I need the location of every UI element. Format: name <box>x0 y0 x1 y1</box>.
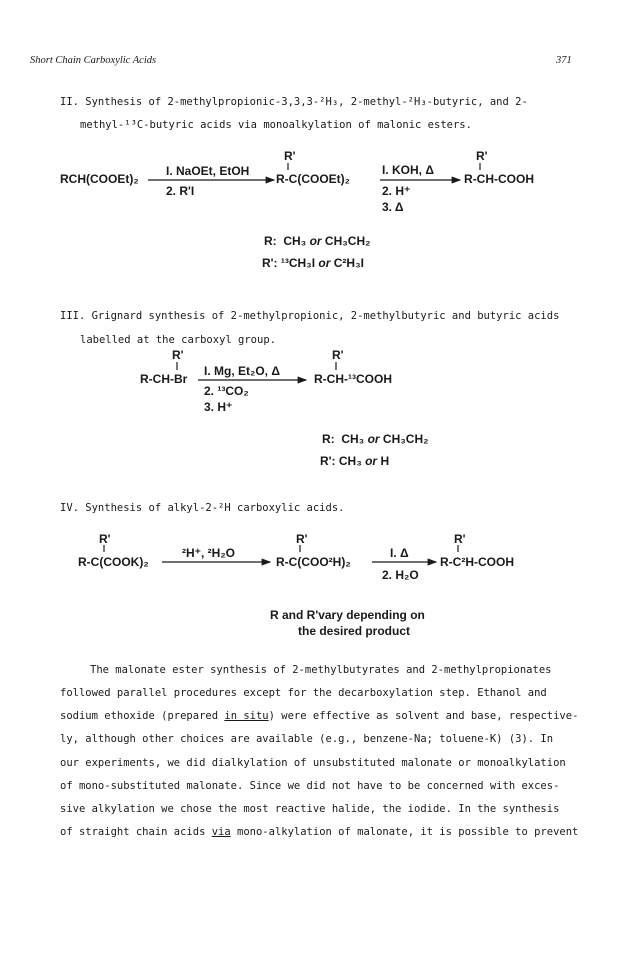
ii-reactant: RCH(COOEt)₂ <box>60 172 139 186</box>
body-line-8: of straight chain acids via mono-alkylation of malonate, it is possible to prevent <box>60 826 579 838</box>
ii-step2-top: I. KOH, Δ <box>382 163 434 177</box>
iii-def-r: R: CH₃ or CH₃CH₂ <box>322 432 429 446</box>
iv-intermediate: R-C(COO²H)₂ <box>276 555 351 569</box>
iv-note-line2: the desired product <box>298 624 411 638</box>
ii-intermediate: R-C(COOEt)₂ <box>276 172 350 186</box>
iii-step1: I. Mg, Et₂O, Δ <box>204 364 280 378</box>
page-number: 371 <box>556 55 572 66</box>
section-ii-title-line1: II. Synthesis of 2-methylpropionic-3,3,3-²H₃, 2-methyl-²H₃-butyric, and 2- <box>60 96 528 108</box>
in-situ-emphasis: in situ <box>224 710 269 722</box>
iii-step2: 2. ¹³CO₂ <box>204 384 249 398</box>
iii-reactant: R-CH-Br <box>140 372 188 386</box>
iii-def-rprime: R': CH₃ or H <box>320 454 390 468</box>
iv-product-substituent: R' <box>454 532 466 546</box>
body-line-7: sive alkylation we chose the most reactive halide, the iodide. In the synthesis <box>60 803 560 815</box>
iv-step2-top: I. Δ <box>390 546 409 560</box>
iv-step1: ²H⁺, ²H₂O <box>182 546 235 560</box>
body-line-1: The malonate ester synthesis of 2-methylbutyrates and 2-methylpropionates <box>90 664 552 676</box>
ii-product-substituent: R' <box>476 149 488 163</box>
iv-reactant-substituent: R' <box>99 532 111 546</box>
body-line-2: followed parallel procedures except for the decarboxylation step. Ethanol and <box>60 687 547 699</box>
body-line-6: of mono-substituted malonate. Since we did not have to be concerned with exces- <box>60 780 560 792</box>
running-header: Short Chain Carboxylic Acids <box>30 55 157 66</box>
section-iv-title: IV. Synthesis of alkyl-2-²H carboxylic acids. <box>60 502 345 514</box>
ii-step1-top: I. NaOEt, EtOH <box>166 164 250 178</box>
ii-def-r: R: CH₃ or CH₃CH₂ <box>264 234 371 248</box>
iv-reactant: R-C(COOK)₂ <box>78 555 149 569</box>
ii-step2-bottom1: 2. H⁺ <box>382 184 411 198</box>
section-ii-title-line2: methyl-¹³C-butyric acids via monoalkylation of malonic esters. <box>80 119 472 131</box>
ii-step2-bottom2: 3. Δ <box>382 200 404 214</box>
iv-product: R-C²H-COOH <box>440 555 514 569</box>
ii-product: R-CH-COOH <box>464 172 534 186</box>
ii-intermediate-substituent: R' <box>284 149 296 163</box>
iv-step2-bottom: 2. H₂O <box>382 568 419 582</box>
iii-step3: 3. H⁺ <box>204 400 233 414</box>
iv-note-line1: R and R'vary depending on <box>270 608 425 622</box>
ii-step1-bottom: 2. R'I <box>166 184 195 198</box>
via-emphasis: via <box>211 826 231 838</box>
body-line-3: sodium ethoxide (prepared in situ) were effective as solvent and base, respective- <box>60 710 579 722</box>
ii-def-rprime: R': ¹³CH₃I or C²H₃I <box>262 256 364 270</box>
body-line-4: ly, although other choices are available (e.g., benzene-Na; toluene-K) (3). In <box>60 733 554 745</box>
body-line-5: our experiments, we did dialkylation of unsubstituted malonate or monoalkylation <box>60 757 566 769</box>
iii-reactant-substituent: R' <box>172 348 184 362</box>
section-iii-title-line2: labelled at the carboxyl group. <box>80 334 276 346</box>
iii-product: R-CH-¹³COOH <box>314 372 392 386</box>
iii-product-substituent: R' <box>332 348 344 362</box>
iv-intermediate-substituent: R' <box>296 532 308 546</box>
section-iii-title-line1: III. Grignard synthesis of 2-methylpropionic, 2-methylbutyric and butyric acids <box>60 310 560 322</box>
